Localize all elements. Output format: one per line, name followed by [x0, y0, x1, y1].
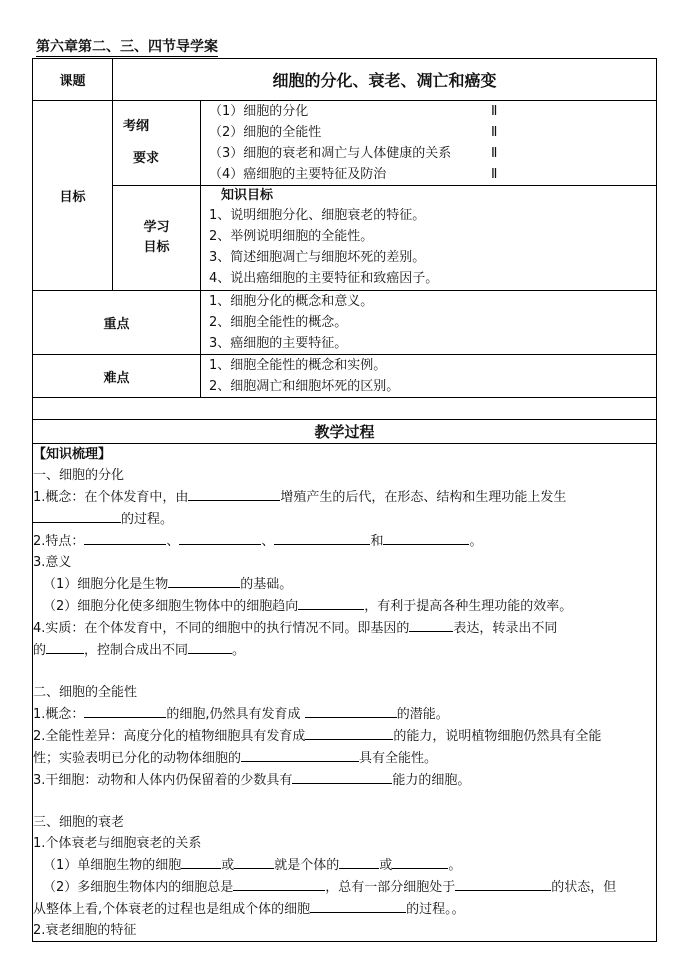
keypoint-item: 3、癌细胞的主要特征。 — [209, 336, 348, 351]
keypoint-item: 2、细胞全能性的概念。 — [209, 315, 348, 330]
fill-blank[interactable] — [292, 769, 392, 784]
fill-blank[interactable] — [181, 854, 221, 869]
study-goals-label: 学习 目标 — [113, 186, 201, 291]
fill-blank[interactable] — [84, 530, 166, 545]
section-2-title: 二、细胞的全能性 — [33, 685, 138, 700]
knowledge-item: 1、说明细胞分化、细胞衰老的特征。 — [209, 208, 426, 223]
s3-relation: 1.个体衰老与细胞衰老的关系 — [33, 836, 202, 851]
outline-item: （3）细胞的衰老和凋亡与人体健康的关系 Ⅱ — [209, 146, 498, 161]
difficulties-label: 难点 — [33, 355, 201, 398]
fill-blank[interactable] — [234, 854, 274, 869]
difficulties-list — [201, 355, 657, 398]
worksheet-table — [32, 58, 657, 942]
difficulty-item: 1、细胞全能性的概念和实例。 — [209, 358, 387, 373]
fill-blank[interactable] — [179, 530, 261, 545]
study-goals-row — [33, 186, 657, 291]
fill-blank[interactable] — [339, 854, 379, 869]
s1-concept-line-2: 的过程。 — [33, 508, 656, 530]
goals-label: 目标 — [33, 101, 113, 291]
fill-blank[interactable] — [188, 486, 280, 501]
s3-relation-2: （2）多细胞生物体内的细胞总是 ，总有一部分细胞处于 的状态，但 — [33, 876, 656, 898]
topic-value: 细胞的分化、衰老、凋亡和癌变 — [113, 59, 657, 101]
knowledge-item: 2、举例说明细胞的全能性。 — [209, 229, 374, 244]
s1-essence-line: 4.实质：在个体发育中，不同的细胞中的执行情况不同。即基因的 表达，转录出不同 — [33, 617, 656, 639]
process-content — [33, 444, 657, 942]
fill-blank[interactable] — [33, 508, 121, 523]
keypoint-item: 1、细胞分化的概念和意义。 — [209, 294, 374, 309]
outline-list — [201, 101, 657, 186]
document-title: 第六章第二、三、四节导学案 — [36, 39, 218, 55]
fill-blank[interactable] — [274, 530, 370, 545]
outline-item: （1）细胞的分化 Ⅱ — [209, 104, 498, 119]
s1-concept-line: 1.概念：在个体发育中，由 增殖产生的后代，在形态、结构和生理功能上发生 — [33, 486, 656, 508]
s2-concept-line: 1.概念： 的细胞,仍然具有发育成 的潜能。 — [33, 703, 656, 725]
section-3-title: 三、细胞的衰老 — [33, 815, 125, 830]
keypoints-label: 重点 — [33, 291, 201, 355]
difficulties-row — [33, 355, 657, 398]
review-heading: 【知识梳理】 — [33, 447, 112, 462]
outline-item: （2）细胞的全能性 Ⅱ — [209, 125, 498, 140]
s1-meaning-2: （2）细胞分化使多细胞生物体中的细胞趋向 ，有利于提高各种生理功能的效率。 — [33, 595, 656, 617]
knowledge-item: 4、说出癌细胞的主要特征和致癌因子。 — [209, 271, 439, 286]
outline-row — [33, 101, 657, 186]
keypoints-list — [201, 291, 657, 355]
s2-diff-line: 2.全能性差异：高度分化的植物细胞具有发育成 的能力，说明植物细胞仍然具有全能 — [33, 725, 656, 747]
fill-blank[interactable] — [298, 595, 364, 610]
topic-row — [33, 59, 657, 101]
topic-label: 课题 — [33, 59, 113, 101]
spacer-row — [33, 398, 657, 420]
fill-blank[interactable] — [233, 876, 325, 891]
s3-relation-2b: 从整体上看,个体衰老的过程也是组成个体的细胞 的过程。。 — [33, 898, 656, 920]
fill-blank[interactable] — [392, 854, 448, 869]
s1-meaning-1: （1）细胞分化是生物 的基础。 — [33, 573, 656, 595]
knowledge-item: 3、简述细胞凋亡与细胞坏死的差别。 — [209, 250, 426, 265]
fill-blank[interactable] — [188, 639, 232, 654]
outline-label: 考纲 要求 — [113, 101, 201, 186]
outline-item: （4）癌细胞的主要特征及防治 Ⅱ — [209, 167, 498, 182]
knowledge-heading: 知识目标 — [221, 188, 274, 203]
fill-blank[interactable] — [305, 703, 397, 718]
fill-blank[interactable] — [84, 703, 166, 718]
process-title: 教学过程 — [33, 420, 657, 444]
fill-blank[interactable] — [409, 617, 453, 632]
section-1-title: 一、细胞的分化 — [33, 468, 125, 483]
fill-blank[interactable] — [305, 725, 393, 740]
fill-blank[interactable] — [241, 747, 359, 762]
s1-essence-line-2: 的 ，控制合成出不同 。 — [33, 639, 656, 661]
difficulty-item: 2、细胞凋亡和细胞坏死的区别。 — [209, 379, 400, 394]
s2-diff-line-2: 性；实验表明已分化的动物体细胞的 具有全能性。 — [33, 747, 656, 769]
fill-blank[interactable] — [383, 530, 469, 545]
s2-stem-line: 3.干细胞：动物和人体内仍保留着的少数具有 能力的细胞。 — [33, 769, 656, 791]
knowledge-goals — [201, 186, 657, 291]
fill-blank[interactable] — [168, 573, 240, 588]
fill-blank[interactable] — [310, 898, 406, 913]
fill-blank[interactable] — [46, 639, 84, 654]
fill-blank[interactable] — [455, 876, 551, 891]
s1-meaning: 3.意义 — [33, 555, 72, 570]
s3-features: 2.衰老细胞的特征 — [33, 923, 137, 938]
s1-feature-line: 2.特点： 、 、 和 。 — [33, 530, 656, 552]
s3-relation-1: （1）单细胞生物的细胞 或 就是个体的 或 。 — [33, 854, 656, 876]
keypoints-row — [33, 291, 657, 355]
process-title-row — [33, 420, 657, 444]
process-content-row — [33, 444, 657, 942]
